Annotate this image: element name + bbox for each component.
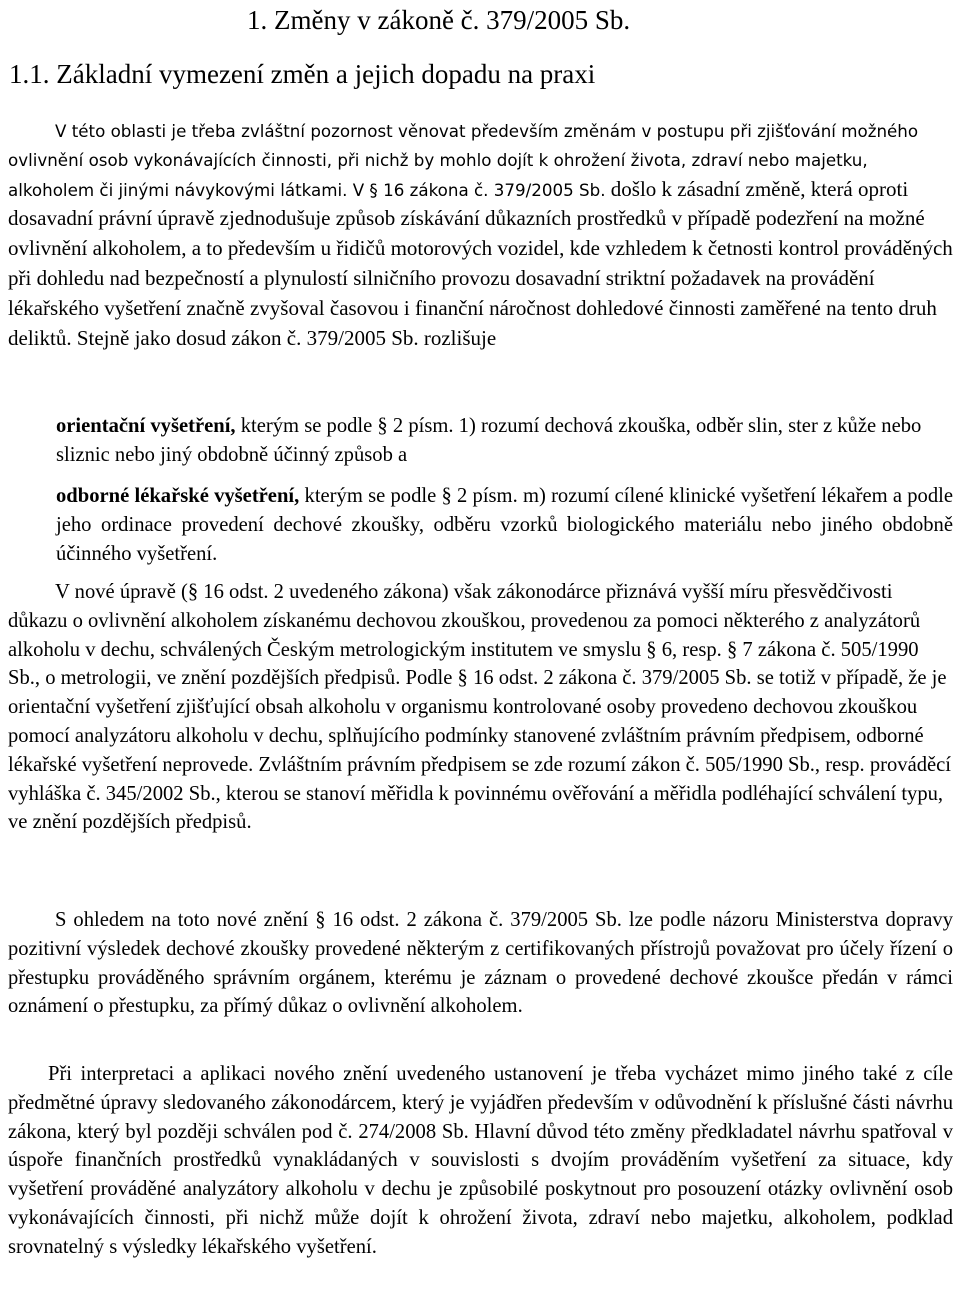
paragraph-s-ohledem	[8, 906, 953, 1021]
paragraph-text: S ohledem na toto nové znění § 16 odst. 2 zákona č. 379/2005 Sb. lze podle názoru Ministerstva dopravy pozitivní výsledek dechové zkoušky provedené některým z certifikovaných přístrojů považovat pro účely řízení o přestupku prováděného správním orgánem, kterému je záznam o provedené dechové zkoušce předán v rámci oznámení o přestupku, za přímý důkaz o ovlivnění alkoholem.	[8, 909, 953, 1018]
chapter-heading: 1. Změny v zákoně č. 379/2005 Sb.	[247, 5, 631, 35]
section-heading: 1.1. Základní vymezení změn a jejich dopadu na praxi	[9, 59, 596, 89]
paragraph-text: V nové úpravě (§ 16 odst. 2 uvedeného zákona) však zákonodárce přiznává vyšší míru přesvědčivosti důkazu o ovlivnění alkoholem získanému dechovou zkouškou, provedenou za pomoci některého z analyzátorů alkoholu v dechu, schválených Českým metrologickým institutem ve smyslu § 6, resp. § 7 zákona č. 505/1990 Sb., o metrologii, ve znění pozdějších předpisů. Podle § 16 odst. 2 zákona č. 379/2005 Sb. se totiž v případě, že je orientační vyšetření zjišťující obsah alkoholu v organismu kontrolované osoby provedeno dechovou zkouškou pomocí analyzátoru alkoholu v dechu, splňujícího podmínky stanovené zvláštním právním předpisem, odborné lékařské vyšetření neprovede. Zvláštním právním předpisem se zde rozumí zákon č. 505/1990 Sb., resp. prováděcí vyhláška č. 345/2002 Sb., kterou se stanoví měřidla k povinnému ověřování a měřidla podléhající schválení typu, ve znění pozdějších předpisů.	[8, 581, 952, 834]
definition-orientacni	[56, 412, 953, 470]
paragraph-intro	[8, 117, 953, 353]
definition-term: odborné lékařské vyšetření,	[56, 485, 300, 507]
definition-odborne	[56, 482, 953, 568]
paragraph-nova-uprava	[8, 578, 953, 837]
definition-text: kterým se podle § 2 písm. 1) rozumí dechová zkouška, odběr slin, ster z kůže nebo sliznic nebo jiný obdobně účinný způsob a	[56, 415, 922, 466]
paragraph-intro-serif-text: došlo k zásadní změně, která oproti dosavadní právní úpravě zjednodušuje způsob získávání důkazních prostředků v případě podezření na možné ovlivnění alkoholem, a to především u řidičů motorových vozidel, kde vzhledem k četnosti kontrol prováděných při dohledu nad bezpečností a plynulostí silničního provozu dosavadní striktní požadavek na provádění lékařského vyšetření značně zvyšoval časovou i finanční náročnost dohledové činnosti zaměřené na tento druh deliktů. Stejně jako dosud zákon č. 379/2005 Sb. rozlišuje	[8, 176, 953, 350]
paragraph-interpretace	[8, 1060, 953, 1262]
definition-text: kterým se podle § 2 písm. m) rozumí cílené klinické vyšetření lékařem a podle jeho ordinace provedení dechové zkoušky, odběru vzorků biologického materiálu nebo jiného obdobně účinného vyšetření.	[56, 485, 953, 565]
paragraph-intro-sans-text: V této oblasti je třeba zvláštní pozornost věnovat především změnám v postupu při zjišťování možného ovlivnění osob vykonávajících činnosti, při nichž by mohlo dojít k ohrožení života, zdraví nebo majetku, alkoholem či jinými návykovými látkami. V § 16 zákona č. 379/2005 Sb.	[8, 121, 919, 200]
definition-term: orientační vyšetření,	[56, 415, 236, 437]
paragraph-text: Při interpretaci a aplikaci nového znění uvedeného ustanovení je třeba vycházet mimo jiného také z cíle předmětné úpravy sledovaného zákonodárcem, který je vyjádřen především v odůvodnění k příslušné části návrhu zákona, který byl později schválen pod č. 274/2008 Sb. Hlavní důvod této změny předkladatel návrhu spatřoval v úspoře finančních prostředků vynakládaných v souvislosti s dvojím prováděním vyšetření za situace, kdy vyšetření prováděné analyzátory alkoholu v dechu je způsobilé poskytnout pro posouzení otázky ovlivnění osob vykonávajících činnosti, při nichž může dojít k ohrožení života, zdraví nebo majetku, alkoholem, podklad srovnatelný s výsledky lékařského vyšetření.	[8, 1063, 953, 1258]
